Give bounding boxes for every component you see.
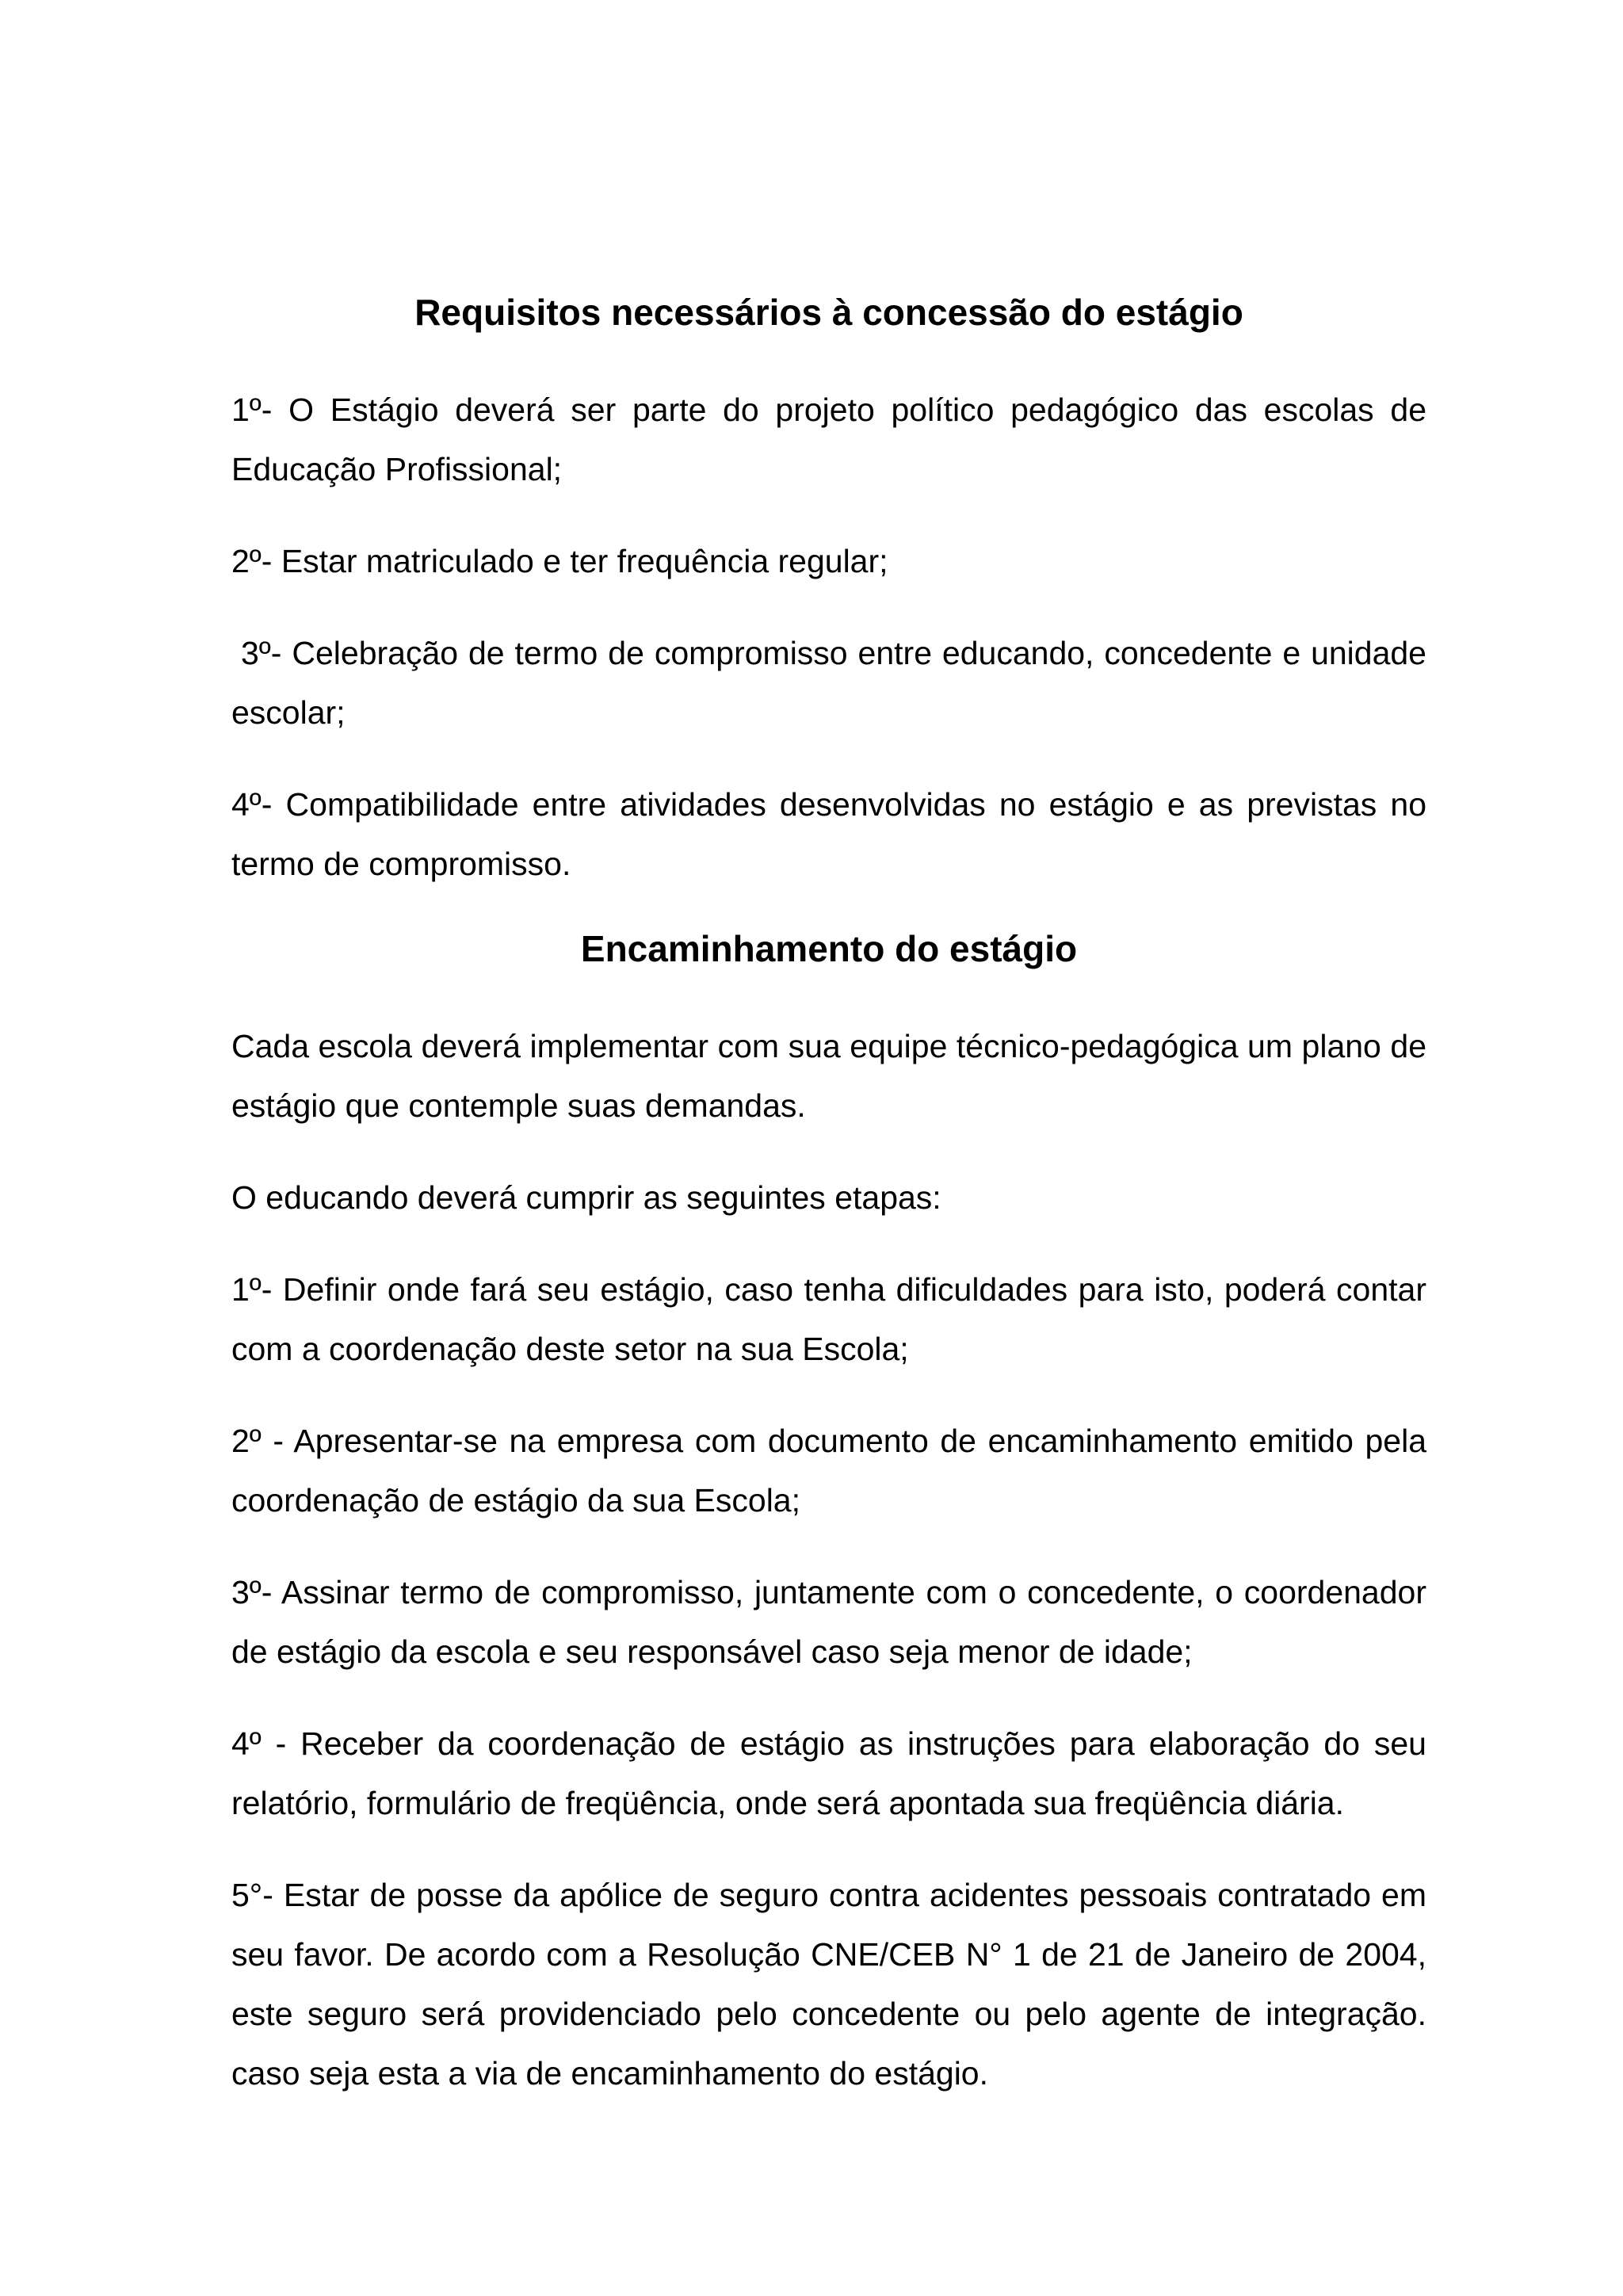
step-item-4: 4º - Receber da coordenação de estágio as instruções para elaboração do seu relatório, formulário de freqüência, onde será apontada sua freqüência diária.: [231, 1725, 1426, 1821]
step-item-3: 3º- Assinar termo de compromisso, juntamente com o concedente, o coordenador de estágio da escola e seu responsável caso seja menor de idade;: [231, 1574, 1426, 1670]
steps-lead: O educando deverá cumprir as seguintes etapas:: [231, 1179, 941, 1216]
section-title-requisitos: Requisitos necessários à concessão do estágio: [414, 292, 1243, 333]
step-item-2: 2º - Apresentar-se na empresa com documento de encaminhamento emitido pela coordenação de estágio da sua Escola;: [231, 1423, 1426, 1519]
requirement-item-4: 4º- Compatibilidade entre atividades desenvolvidas no estágio e as previstas no termo de compromisso.: [231, 786, 1426, 882]
requirement-item-1: 1º- O Estágio deverá ser parte do projeto político pedagógico das escolas de Educação Profissional;: [231, 392, 1426, 487]
section-title-encaminhamento: Encaminhamento do estágio: [580, 928, 1078, 969]
intro-paragraph: Cada escola deverá implementar com sua equipe técnico-pedagógica um plano de estágio que contemple suas demandas.: [231, 1028, 1426, 1124]
requirement-item-3: 3º- Celebração de termo de compromisso entre educando, concedente e unidade escolar;: [231, 635, 1426, 731]
step-item-1: 1º- Definir onde fará seu estágio, caso tenha dificuldades para isto, poderá contar com a coordenação deste setor na sua Escola;: [231, 1271, 1426, 1367]
document-page: [231, 285, 1426, 2103]
step-item-5: 5°- Estar de posse da apólice de seguro contra acidentes pessoais contratado em seu favor. De acordo com a Resolução CNE/CEB N° 1 de 21 de Janeiro de 2004, este seguro será providenciado pelo concedente ou pelo agente de integração. caso seja esta a via de encaminhamento do estágio.: [231, 1877, 1426, 2092]
requirement-item-2: 2º- Estar matriculado e ter frequência regular;: [231, 543, 888, 579]
